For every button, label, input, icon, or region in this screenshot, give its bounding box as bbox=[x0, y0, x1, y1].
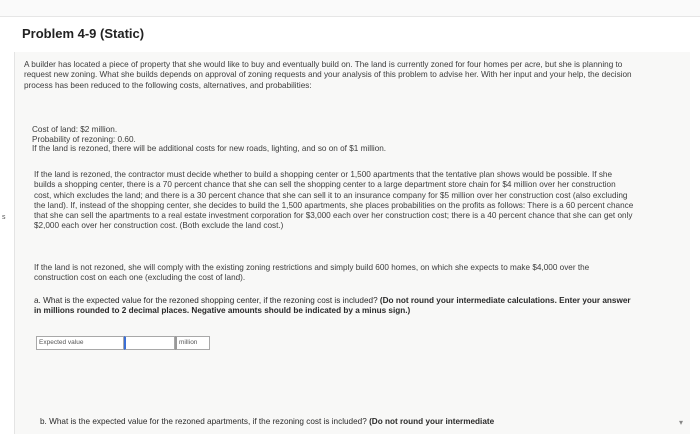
fact-additional-costs: If the land is rezoned, there will be additional costs for new roads, lighting, and so on of $1 million. bbox=[32, 144, 387, 154]
question-b-instructions: (Do not round your intermediate bbox=[369, 417, 495, 426]
question-b bbox=[40, 417, 640, 427]
top-bar bbox=[0, 0, 700, 17]
page-title: Problem 4-9 (Static) bbox=[22, 26, 145, 41]
question-b-text: b. What is the expected value for the rezoned apartments, if the rezoning cost is included? bbox=[40, 417, 367, 426]
expected-value-label: Expected value bbox=[36, 336, 124, 350]
question-a-instructions: (Do not round your intermediate calculations. Enter your answer in millions rounded to 2 decimal places. Negative amounts should be indicated by a minus sign.) bbox=[34, 296, 631, 316]
facts-list bbox=[32, 125, 492, 154]
question-a bbox=[34, 296, 634, 317]
problem-card bbox=[14, 52, 690, 434]
expected-value-input[interactable] bbox=[124, 336, 175, 350]
unit-label: million bbox=[175, 336, 210, 350]
chevron-down-icon[interactable]: ▾ bbox=[679, 418, 684, 427]
fact-land-cost: Cost of land: $2 million. bbox=[32, 125, 118, 134]
left-margin-mark: s bbox=[2, 214, 6, 221]
not-rezoned-scenario: If the land is not rezoned, she will comply with the existing zoning restrictions and simply build 600 homes, on which she expects to make $4,000 over the construction cost on each one (excluding the cost of land). bbox=[34, 263, 590, 283]
rezoned-scenario: If the land is rezoned, the contractor must decide whether to build a shopping center or 1,500 apartments that the tentative plan shows would be possible. If she builds a shopping center, there is a 70 percent chance that she can sell the shopping center to a large department store chain for $4 million over her construction cost, which excludes the land; and there is a 30 percent chance that she can sell it to an insurance company for $5 million over her construction cost (also excluding the land). If, instead of the shopping center, she decides to build the 1,500 apartments, she places probabilities on the profits as follows: There is a 60 percent chance that she can sell the apartments to a real estate investment corporation for $3,000 each over her construction cost; there is a 40 percent chance that she can get only $2,000 each over her construction cost. (Both exclude the land cost.) bbox=[34, 170, 634, 231]
question-a-text: a. What is the expected value for the rezoned shopping center, if the rezoning cost is included? bbox=[34, 296, 378, 305]
problem-intro: A builder has located a piece of property that she would like to buy and eventually build on. The land is currently zoned for four homes per acre, but she is planning to request new zoning. What she builds depends on approval of zoning requests and your analysis of this problem to advise her. With her input and your help, the decision process has been reduced to the following costs, alternatives, and probabilities: bbox=[24, 60, 632, 90]
fact-rezoning-probability: Probability of rezoning: 0.60. bbox=[32, 134, 136, 144]
answer-row-a bbox=[36, 336, 210, 350]
